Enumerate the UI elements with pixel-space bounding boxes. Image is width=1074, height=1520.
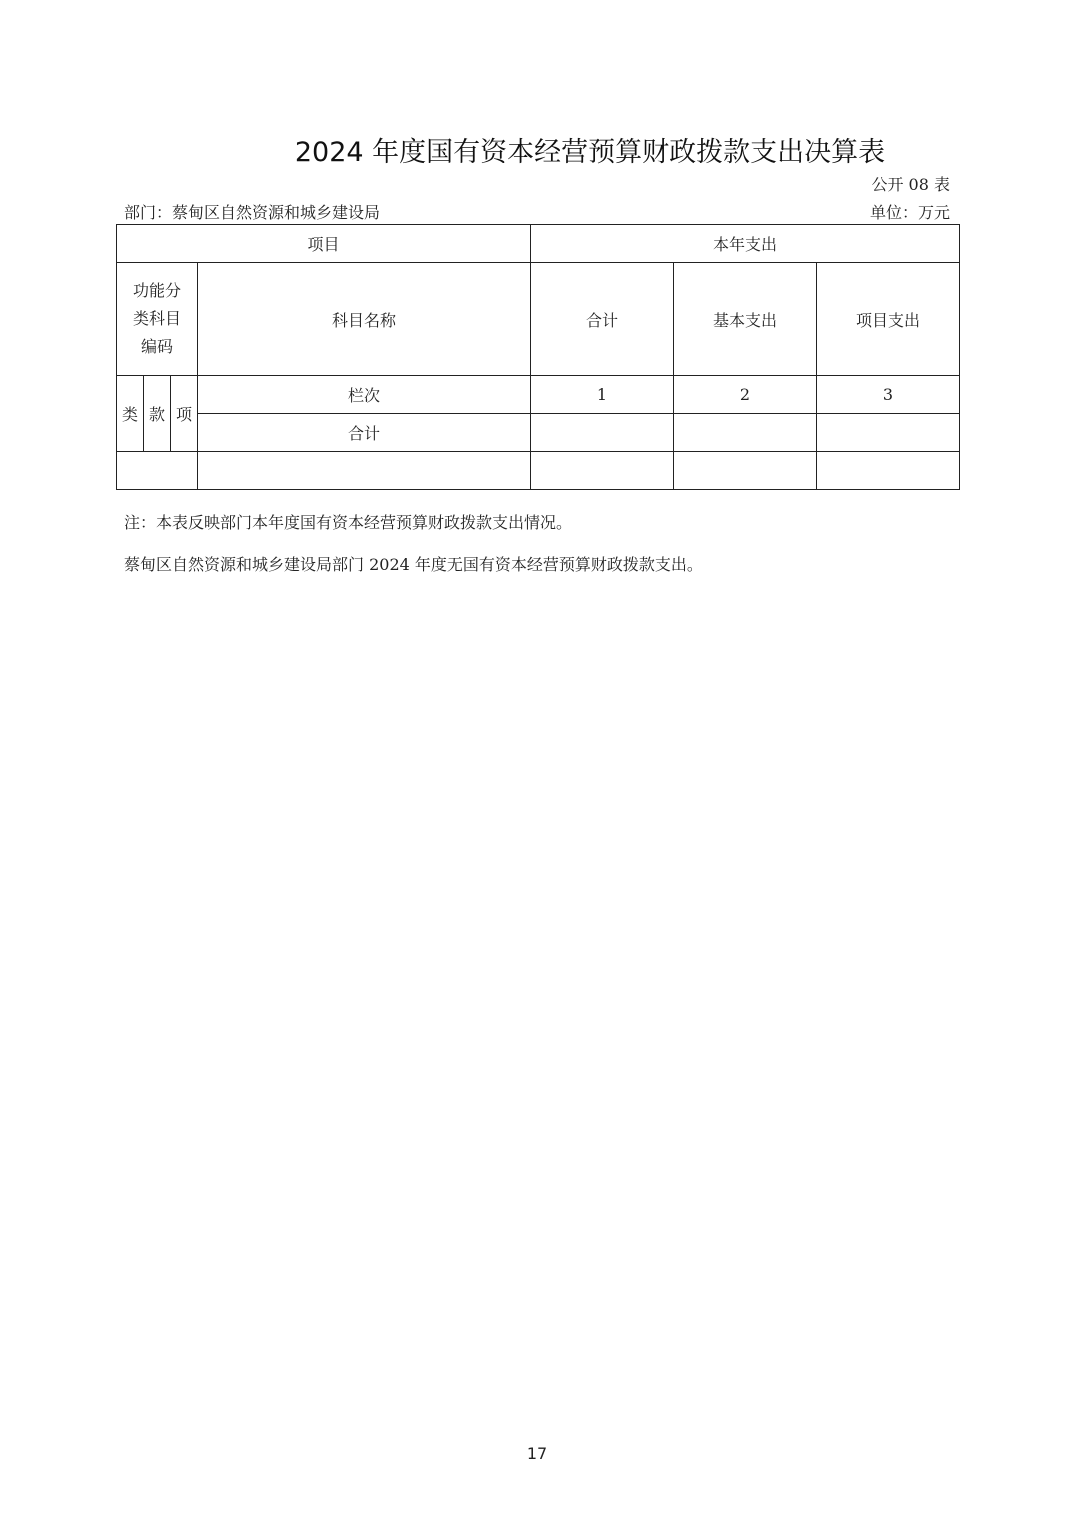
header-item: 项目 — [117, 225, 531, 263]
project-expense-header: 项目支出 — [817, 263, 960, 376]
no-expense-statement: 蔡甸区自然资源和城乡建设局部门 2024 年度无国有资本经营预算财政拨款支出。 — [124, 555, 703, 574]
total-row — [117, 414, 960, 452]
department-label: 部门：蔡甸区自然资源和城乡建设局 — [124, 203, 381, 222]
code-kuan: 款 — [144, 376, 171, 452]
subject-name-header: 科目名称 — [198, 263, 531, 376]
row-column-label: 栏次 — [198, 376, 531, 414]
total-row-label: 合计 — [198, 414, 531, 452]
document-title: 2024 年度国有资本经营预算财政拨款支出决算表 — [294, 137, 886, 168]
functional-code-header — [117, 263, 198, 376]
table-header-row — [117, 225, 960, 263]
empty-basic-cell — [674, 452, 817, 490]
empty-row — [117, 452, 960, 490]
empty-name-cell — [198, 452, 531, 490]
empty-code-cell — [117, 452, 198, 490]
budget-table — [116, 224, 960, 490]
column-number-row — [117, 376, 960, 414]
page-number: 17 — [526, 1444, 548, 1463]
col-num-2: 2 — [674, 376, 817, 414]
col-num-3: 3 — [817, 376, 960, 414]
basic-expense-header: 基本支出 — [674, 263, 817, 376]
table-note: 注：本表反映部门本年度国有资本经营预算财政拨款支出情况。 — [124, 513, 573, 532]
basic-cell — [674, 414, 817, 452]
table-subheader-row — [117, 263, 960, 376]
col-num-1: 1 — [531, 376, 674, 414]
empty-total-cell — [531, 452, 674, 490]
empty-project-cell — [817, 452, 960, 490]
code-xiang: 项 — [171, 376, 198, 452]
code-lei: 类 — [117, 376, 144, 452]
header-current-year: 本年支出 — [531, 225, 960, 263]
total-cell — [531, 414, 674, 452]
functional-code-label: 功能分 类科目 编码 — [132, 281, 181, 356]
total-header: 合计 — [531, 263, 674, 376]
project-cell — [817, 414, 960, 452]
form-number: 公开 08 表 — [871, 175, 950, 194]
unit-label: 单位：万元 — [869, 203, 950, 222]
